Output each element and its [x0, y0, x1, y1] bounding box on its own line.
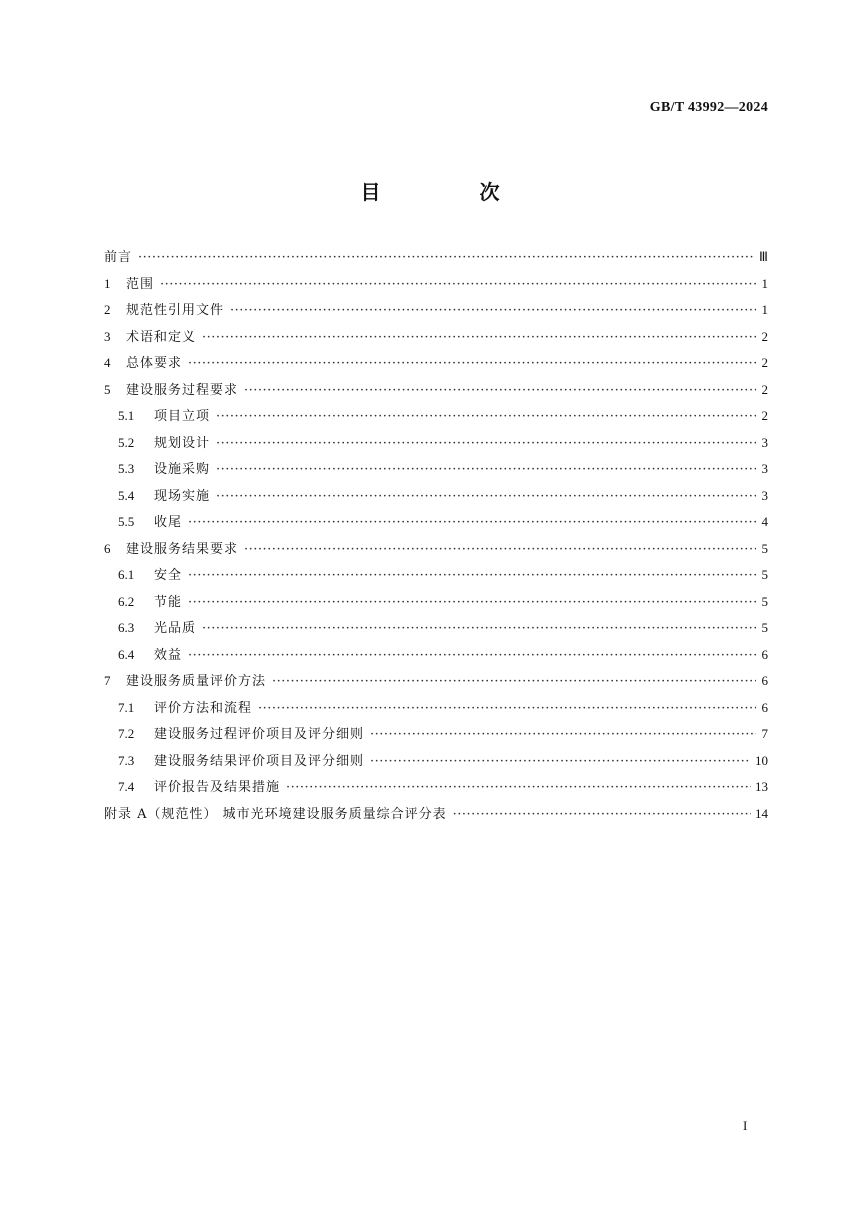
- toc-entry-page: 2: [761, 408, 768, 423]
- toc-leader-dots: [230, 298, 756, 325]
- toc-entry[interactable]: [104, 483, 768, 510]
- toc-entry-number: 5.2: [118, 434, 135, 450]
- toc-entry-label: 规划设计: [154, 435, 211, 451]
- toc-entry[interactable]: [104, 668, 768, 695]
- toc-leader-dots: [272, 669, 756, 696]
- toc-leader-dots: [160, 272, 756, 299]
- toc-entry-number: 2: [104, 302, 111, 317]
- toc-entry-label: 收尾: [154, 515, 183, 530]
- toc-entry-label: 光品质: [154, 621, 197, 636]
- toc-entry-number: 7.2: [118, 726, 135, 741]
- toc-entry[interactable]: [104, 350, 768, 377]
- toc-entry-label: 规范性引用文件: [126, 303, 225, 318]
- toc-entry-number: 5: [104, 381, 111, 397]
- toc-entry-number: 6.4: [118, 646, 135, 662]
- toc-leader-dots: [188, 563, 756, 590]
- toc-entry-label: 前言: [104, 250, 133, 265]
- toc-entry-page: 3: [761, 461, 768, 476]
- toc-entry[interactable]: [104, 324, 768, 351]
- toc-entry[interactable]: [104, 456, 768, 483]
- toc-entry-label: 建设服务过程要求: [126, 382, 239, 398]
- toc-entry-page: 5: [761, 593, 768, 609]
- toc-entry[interactable]: [104, 721, 768, 748]
- toc-leader-dots: [188, 590, 756, 617]
- toc-entry-label: 项目立项: [154, 409, 211, 424]
- toc-entry-label: 总体要求: [126, 356, 183, 371]
- toc-leader-dots: [216, 484, 756, 511]
- toc-entry[interactable]: [104, 589, 768, 616]
- toc-entry[interactable]: [104, 403, 768, 430]
- toc-entry-page: 4: [761, 514, 768, 529]
- toc-entry-page: 3: [761, 434, 768, 450]
- toc-entry-page: 2: [761, 381, 768, 397]
- standard-number: GB/T 43992—2024: [649, 100, 768, 115]
- toc-entry-number: 5.4: [118, 487, 135, 503]
- toc-leader-dots: [138, 245, 755, 272]
- toc-entry-label: 设施采购: [154, 462, 211, 477]
- toc-entry-number: 5.3: [118, 461, 135, 476]
- toc-entry[interactable]: [104, 801, 768, 828]
- toc-entry[interactable]: [104, 430, 768, 457]
- toc-entry[interactable]: [104, 297, 768, 324]
- toc-entry-number: 6.2: [118, 593, 135, 609]
- toc-entry-label: 建设服务质量评价方法: [126, 674, 267, 689]
- toc-entry-page: 3: [761, 487, 768, 503]
- toc-entry-number: 6: [104, 540, 111, 556]
- toc-entry-page: 7: [761, 726, 768, 741]
- toc-entry[interactable]: [104, 562, 768, 589]
- toc-leader-dots: [216, 457, 756, 484]
- toc-entry-number: 5.1: [118, 408, 135, 423]
- toc-entry[interactable]: [104, 695, 768, 722]
- toc-entry-page: 1: [761, 275, 768, 291]
- toc-entry-page: 6: [761, 646, 768, 662]
- toc-entry-label: 范围: [126, 276, 155, 292]
- toc-entry[interactable]: [104, 244, 768, 271]
- toc-entry-page: 1: [761, 302, 768, 317]
- toc-entry-page: 14: [755, 805, 768, 821]
- toc-leader-dots: [286, 775, 751, 802]
- toc-leader-dots: [202, 616, 756, 643]
- toc-entry[interactable]: [104, 377, 768, 404]
- toc-leader-dots: [188, 643, 756, 670]
- page-number: I: [743, 1118, 748, 1133]
- toc-entry-label: 节能: [154, 594, 183, 610]
- toc-leader-dots: [370, 722, 756, 749]
- toc-leader-dots: [244, 537, 756, 564]
- toc-entry-number: 1: [104, 275, 111, 291]
- toc-leader-dots: [188, 351, 756, 378]
- toc-entry-page: 5: [761, 620, 768, 635]
- toc-entry-page: 5: [761, 540, 768, 556]
- toc-entry-page: 13: [755, 779, 768, 794]
- toc-entry-label: 建设服务结果评价项目及评分细则: [154, 753, 365, 769]
- toc-entry-label: 术语和定义: [126, 329, 197, 345]
- toc-entry-label: 安全: [154, 568, 183, 583]
- toc-entry-label: 效益: [154, 647, 183, 663]
- toc-leader-dots: [188, 510, 756, 537]
- toc-entry-page: 5: [761, 567, 768, 582]
- toc-entry-label: 评价方法和流程: [154, 700, 253, 716]
- toc-leader-dots: [216, 404, 756, 431]
- toc-entry-label: 评价报告及结果措施: [154, 780, 281, 795]
- toc-leader-dots: [202, 325, 756, 352]
- table-of-contents: [104, 244, 768, 827]
- toc-entry-number: 7.3: [118, 752, 135, 768]
- toc-entry-page: 10: [755, 752, 768, 768]
- toc-entry[interactable]: [104, 536, 768, 563]
- toc-entry[interactable]: [104, 774, 768, 801]
- toc-entry-label: 现场实施: [154, 488, 211, 504]
- toc-entry[interactable]: [104, 642, 768, 669]
- toc-entry-page: 2: [761, 355, 768, 370]
- toc-entry-number: 7.1: [118, 699, 135, 715]
- toc-entry-label: 建设服务过程评价项目及评分细则: [154, 727, 365, 742]
- toc-entry[interactable]: [104, 509, 768, 536]
- toc-entry[interactable]: [104, 748, 768, 775]
- page-title: 目 次: [360, 180, 546, 204]
- toc-leader-dots: [244, 378, 756, 405]
- toc-entry-number: 5.5: [118, 514, 135, 529]
- toc-entry-number: 4: [104, 355, 111, 370]
- toc-entry[interactable]: [104, 271, 768, 298]
- toc-leader-dots: [453, 802, 751, 829]
- toc-entry-number: 3: [104, 328, 111, 344]
- toc-entry[interactable]: [104, 615, 768, 642]
- toc-entry-page: 6: [761, 699, 768, 715]
- toc-entry-label: 建设服务结果要求: [126, 541, 239, 557]
- toc-leader-dots: [370, 749, 751, 776]
- toc-entry-number: 7.4: [118, 779, 135, 794]
- toc-entry-number: 6.1: [118, 567, 135, 582]
- toc-entry-label: 附录 A（规范性） 城市光环境建设服务质量综合评分表: [104, 806, 447, 822]
- toc-entry-page: 2: [761, 328, 768, 344]
- toc-leader-dots: [258, 696, 756, 723]
- toc-entry-page: 6: [761, 673, 768, 688]
- toc-entry-number: 6.3: [118, 620, 135, 635]
- toc-leader-dots: [216, 431, 756, 458]
- toc-entry-page: Ⅲ: [759, 249, 768, 264]
- toc-entry-number: 7: [104, 673, 111, 688]
